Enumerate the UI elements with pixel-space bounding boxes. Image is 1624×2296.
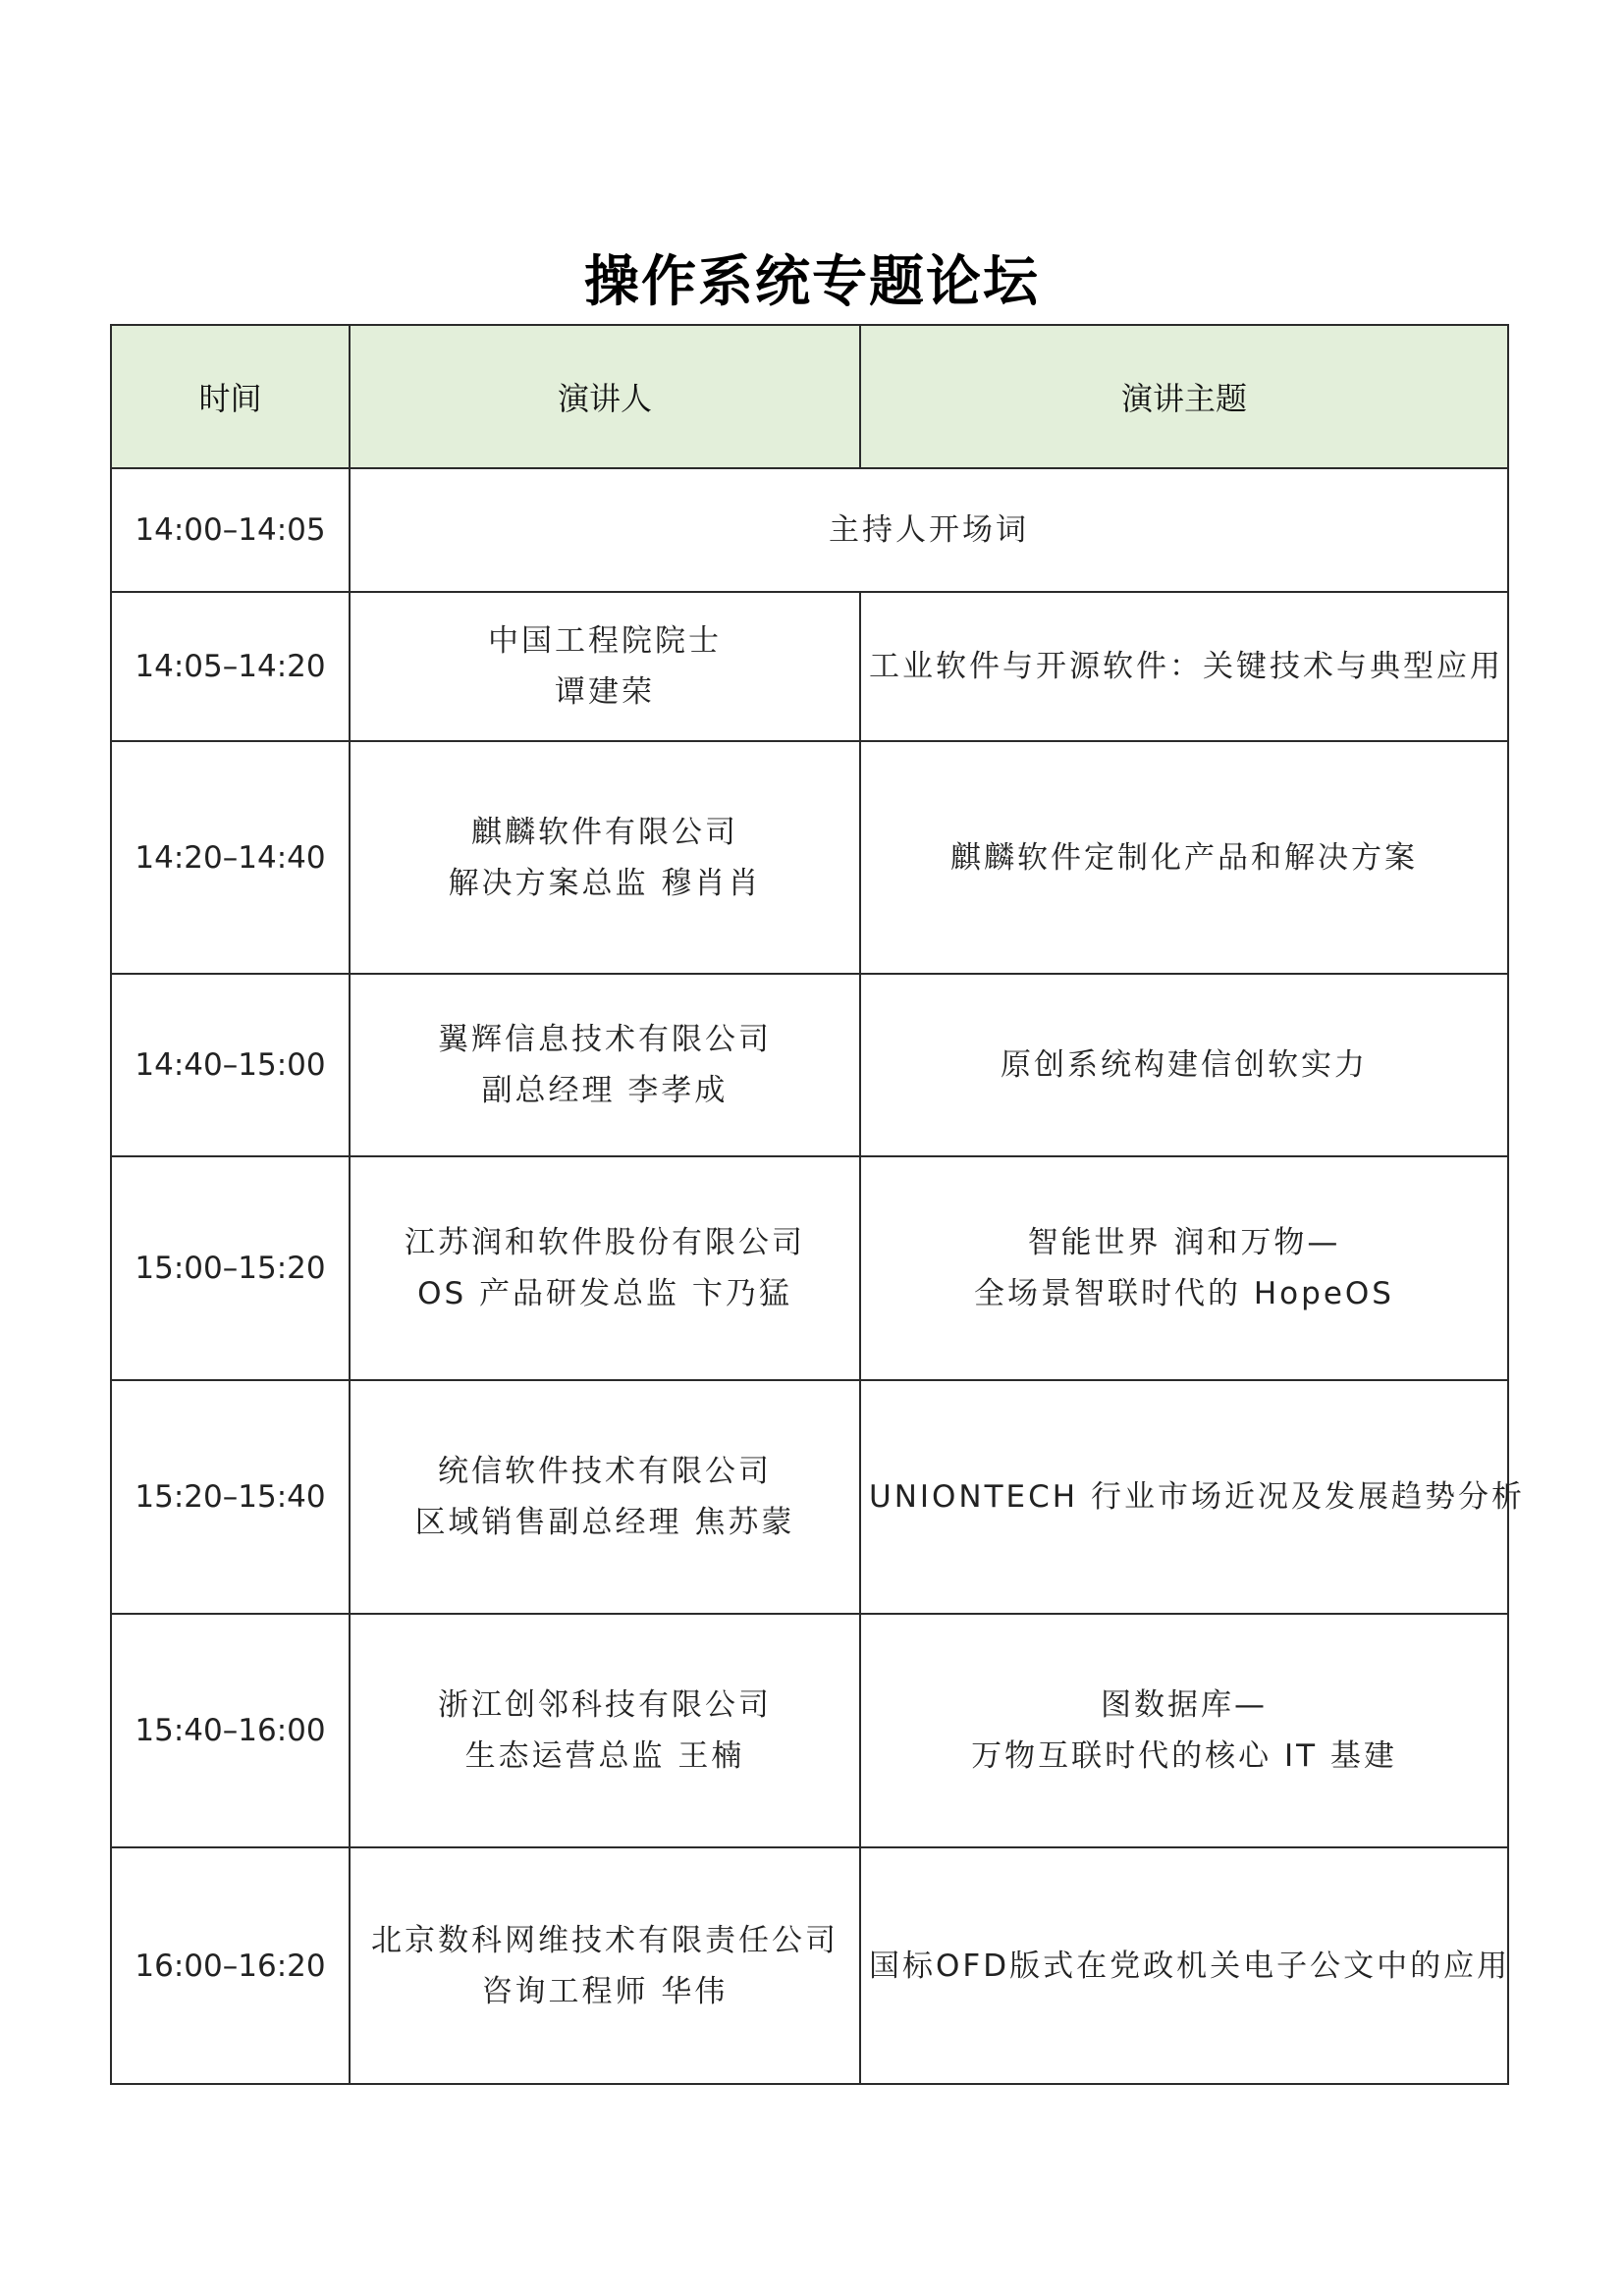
topic-line: UNIONTECH 行业市场近况及发展趋势分析 bbox=[869, 1479, 1525, 1515]
agenda-table bbox=[110, 324, 1525, 2085]
table-row bbox=[111, 592, 1508, 741]
speaker-cell bbox=[350, 1614, 860, 1847]
speaker-cell bbox=[350, 1156, 860, 1380]
time-cell: 14:00–14:05 bbox=[111, 468, 350, 592]
time-cell: 15:00–15:20 bbox=[111, 1156, 350, 1380]
topic-cell bbox=[860, 1614, 1508, 1847]
speaker-cell bbox=[350, 974, 860, 1156]
speaker-name: 区域销售副总经理 焦苏蒙 bbox=[414, 1505, 795, 1540]
speaker-affiliation: 翼辉信息技术有限公司 bbox=[438, 1022, 772, 1057]
speaker-affiliation: 北京数科网维技术有限责任公司 bbox=[371, 1922, 839, 1958]
topic-cell bbox=[860, 592, 1508, 741]
table-row bbox=[111, 1847, 1508, 2084]
header-topic: 演讲主题 bbox=[860, 325, 1508, 468]
header-time: 时间 bbox=[111, 325, 350, 468]
speaker-affiliation: 麒麟软件有限公司 bbox=[471, 814, 738, 850]
topic-cell bbox=[860, 1156, 1508, 1380]
table-row bbox=[111, 1156, 1508, 1380]
topic-line: 原创系统构建信创软实力 bbox=[1001, 1047, 1368, 1083]
speaker-name: 解决方案总监 穆肖肖 bbox=[448, 865, 762, 901]
speaker-name: 生态运营总监 王楠 bbox=[464, 1738, 745, 1774]
host-intro-cell: 主持人开场词 bbox=[350, 468, 1508, 592]
time-cell: 14:20–14:40 bbox=[111, 741, 350, 974]
speaker-affiliation: 江苏润和软件股份有限公司 bbox=[405, 1225, 805, 1260]
time-cell: 15:20–15:40 bbox=[111, 1380, 350, 1614]
table-row bbox=[111, 741, 1508, 974]
time-cell: 14:05–14:20 bbox=[111, 592, 350, 741]
speaker-cell bbox=[350, 1380, 860, 1614]
table-row bbox=[111, 1380, 1508, 1614]
topic-line: 工业软件与开源软件：关键技术与典型应用 bbox=[869, 649, 1503, 684]
topic-line: 图数据库— bbox=[1101, 1687, 1268, 1723]
speaker-name: 副总经理 李孝成 bbox=[481, 1073, 729, 1108]
topic-line: 万物互联时代的核心 IT 基建 bbox=[971, 1738, 1397, 1774]
table-header-row bbox=[111, 325, 1508, 468]
speaker-affiliation: 统信软件技术有限公司 bbox=[438, 1454, 772, 1489]
topic-line: 智能世界 润和万物— bbox=[1027, 1225, 1341, 1260]
speaker-cell bbox=[350, 741, 860, 974]
speaker-name: OS 产品研发总监 卞乃猛 bbox=[417, 1276, 792, 1311]
speaker-affiliation: 中国工程院院士 bbox=[488, 623, 722, 659]
time-cell: 15:40–16:00 bbox=[111, 1614, 350, 1847]
speaker-affiliation: 浙江创邻科技有限公司 bbox=[438, 1687, 772, 1723]
table-row bbox=[111, 1614, 1508, 1847]
speaker-cell bbox=[350, 592, 860, 741]
topic-cell bbox=[860, 974, 1508, 1156]
header-speaker: 演讲人 bbox=[350, 325, 860, 468]
table-row bbox=[111, 974, 1508, 1156]
topic-cell bbox=[860, 1380, 1525, 1614]
topic-line: 麒麟软件定制化产品和解决方案 bbox=[950, 839, 1418, 876]
speaker-cell bbox=[350, 1847, 860, 2084]
page-title: 操作系统专题论坛 bbox=[584, 248, 1040, 314]
topic-line: 全场景智联时代的 HopeOS bbox=[974, 1276, 1394, 1311]
topic-cell bbox=[860, 741, 1508, 974]
host-row bbox=[111, 468, 1508, 592]
speaker-name: 咨询工程师 华伟 bbox=[481, 1973, 729, 2009]
topic-cell bbox=[860, 1847, 1511, 2084]
speaker-name: 谭建荣 bbox=[555, 674, 655, 710]
time-cell: 16:00–16:20 bbox=[111, 1847, 350, 2084]
time-cell: 14:40–15:00 bbox=[111, 974, 350, 1156]
topic-line: 国标OFD版式在党政机关电子公文中的应用 bbox=[869, 1948, 1511, 1984]
